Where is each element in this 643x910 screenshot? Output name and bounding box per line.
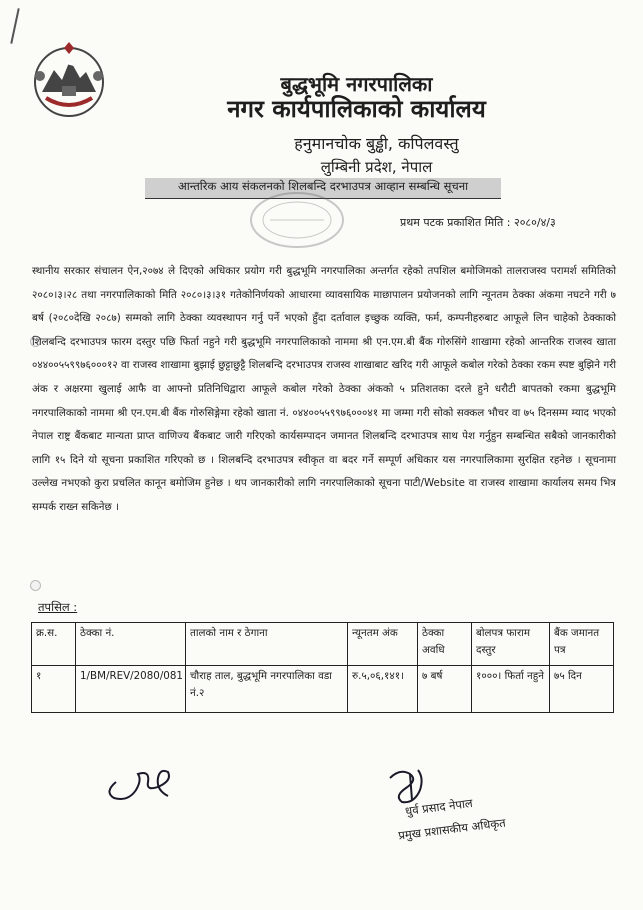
col-header-bank-guarantee: बैंक जमानत पत्र — [550, 623, 614, 666]
address-line-2: लुम्बिनी प्रदेश, नेपाल — [320, 158, 433, 176]
office-name: नगर कार्यपालिकाको कार्यालय — [227, 95, 486, 123]
signatory-title: प्रमुख प्रशासकीय अधिकृत — [397, 815, 507, 843]
schedule-table — [31, 622, 614, 713]
signatory-name: धुर्व प्रसाद नेपाल — [404, 795, 474, 819]
signature-right — [380, 766, 436, 806]
cell-bank-guarantee: ७५ दिन — [550, 666, 614, 713]
table-header-row — [32, 623, 614, 666]
municipality-name: बुद्धभूमि नगरपालिका — [280, 72, 433, 96]
first-publication-date: प्रथम पटक प्रकाशित मिति : २०८०/४/३ — [400, 216, 556, 229]
signature-left — [98, 762, 178, 807]
cell-form-fee: १०००। फिर्ता नहुने — [472, 666, 550, 713]
address-line-1: हनुमानचोक बुड्ढी, कपिलवस्तु — [294, 134, 459, 153]
col-header-pond-name: तालको नाम र ठेगाना — [186, 623, 348, 666]
punch-hole-bottom — [30, 580, 41, 591]
fold-mark — [10, 8, 19, 44]
cell-duration: ७ बर्ष — [418, 666, 472, 713]
cell-serial: १ — [32, 666, 76, 713]
notice-body: स्थानीय सरकार संचालन ऐन,२०७४ ले दिएको अधिकार प्रयोग गरी बुद्धभूमि नगरपालिका अन्तर्गत रहेको तपशिल बमोजिमको तालराजस्व परामर्श समितिको २०८०।३।२८ तथा नगरपालिकाको मिति २०८०।३।३१ गतेकोनिर्णयको आधारमा व्यावसायिक माछापालन प्रयोजनको लागि न्यूनतम ठेक्का अंकमा नघटने गरी ७ बर्ष (२०८०देखि २०८७) सम्मको लागि ठेक्का व्यवस्थापन गर्नु पर्ने भएको हुँदा दर्तावाल इच्छुक व्यक्ति, फर्म, कम्पनीहरुबाट आफूले लिन चाहेको ठेक्काको शिलबन्दि दरभाउपत्र फारम दस्तुर पछि फिर्ता नहुने गरी बुद्धभूमि नगरपालिकाको नाममा श्री एन.एम.बी बैंक गोरुसिंगे शाखामा रहेको आन्तरिक राजस्व खाता ०४४००५५९९७६०००१२ वा राजस्व शाखामा बुझाई छुट्टाछुट्टै शिलबन्दि दरभाउपत्र राजस्व शाखाबाट खरिद गरी आफूले कबोल गरेको ठेक्का रकम स्पष्ट बुझिने गरी अंक र अक्षरमा खुलाई आफै वा आफ्नो प्रतिनिधिद्वारा आफूले कबोल गरेको ठेक्का अंकको ५ प्रतिशतका दरले हुने धरौटी बापतको रकमा बुद्धभूमि नगरपालिकाको नाममा श्री एन.एम.बी बैंक गोरुसिङ्गेमा रहेको खाता नं. ०४४००५५९९७६०००४१ मा जम्मा गरी सोको सक्कल भौचर वा ७५ दिनसम्म म्याद भएको नेपाल राष्ट्र बैंकबाट मान्यता प्राप्त वाणिज्य बैंकबाट जारी गरिएको कार्यसम्पादन जमानत शिलबन्दि दरभाउपत्र साथ पेश गर्नुहुन सम्बन्धित सबैको जानकारीको लागि १५ दिने यो सूचना प्रकाशित गरिएको छ । शिलबन्दि दरभाउपत्र स्वीकृत वा बदर गर्ने सम्पूर्ण अधिकार यस नगरपालिकामा सुरक्षित रहनेछ । सूचनामा उल्लेख नभएको कुरा प्रचलित कानून बमोजिम हुनेछ । थप जानकारीको लागि नगरपालिकाको सूचना पाटी/Website वा राजस्व शाखामा कार्यालय समय भित्र सम्पर्क राख्न सकिनेछ । — [32, 265, 616, 513]
office-stamp — [248, 190, 346, 250]
col-header-form-fee: बोलपत्र फाराम दस्तुर — [472, 623, 550, 666]
col-header-duration: ठेक्का अवधि — [418, 623, 472, 666]
cell-min-amount: रु.५,०६,१४१। — [348, 666, 418, 713]
cell-contract-no: 1/BM/REV/2080/081 — [76, 666, 186, 713]
notice-subject: आन्तरिक आय संकलनको शिलबन्दि दरभाउपत्र आव्हान सम्बन्धि सूचना — [177, 179, 469, 193]
col-header-contract-no: ठेक्का नं. — [76, 623, 186, 666]
schedule-label: तपसिल : — [38, 600, 78, 614]
cell-pond-name: चौराह ताल, बुद्धभूमि नगरपालिका वडा नं.२ — [186, 666, 348, 713]
col-header-serial: क्र.स. — [32, 623, 76, 666]
col-header-min-amount: न्यूनतम अंक — [348, 623, 418, 666]
table-row — [32, 666, 614, 713]
